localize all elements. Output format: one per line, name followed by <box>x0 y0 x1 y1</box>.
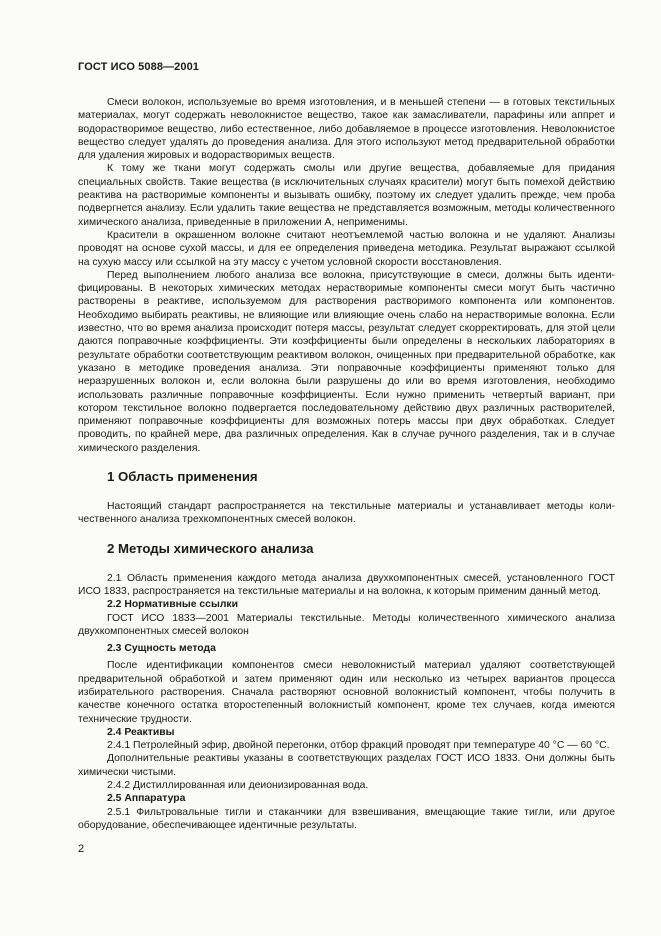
clause-2-3-heading: 2.3 Сущность метода <box>107 643 216 655</box>
clause-2-5-heading: 2.5 Аппаратура <box>107 793 186 805</box>
intro-paragraph-1: Смеси волокон, используемые во время изготовления, и в меньшей степени — в готовых текстильных материалах, могут содержать неволокнистое вещество, такое как замасливатели, парафины или аппрет и водорастворимое вещество, либо естественное, либо добавляемое в процессе изготовления. Неволокнистое вещество следует удалять до проведения анализа. Для этого используют метод предварительной обработки для удаления жировых и водорастворимых веществ. <box>78 97 615 162</box>
intro-paragraph-4: Перед выполнением любого анализа все волокна, присутствующие в смеси, должны быть идентифицированы. В некоторых химических методах нерастворимые компоненты смеси могут быть частично растворены в реактиве, используемом для растворения растворимого компонента или компонентов. Необходимо выбирать реактивы, не влияющие или влияющие очень слабо на нерастворимые волокна. Если известно, что во время анализа происходит потеря массы, результат следует скорректировать, для этой цели даются поправочные коэффициенты. Эти коэффициенты были определены в нескольких лабораториях в результате обработки соответствующим реактивом волокон, очищенных при предварительной обработке, как указано в методике проведения анализа. Эти поправочные коэффициенты применяют только для неразрушенных волокон и, если волокна были разрушены до или во время изготовления, необходимо использовать различные поправочные коэффициенты. Если нужно применить четвертый вариант, при котором текстильное волокно подвергается последовательному действию двух различных растворителей, применяют поправочные коэффициенты для возможных потерь массы при двух обработках. Следует проводить, по крайней мере, два различных определения. Как в случае ручного разделения, так и в случае химического разделения. <box>78 269 615 454</box>
intro-paragraph-3: Красители в окрашенном волокне считают неотъемлемой частью волокна и не удаляют. Анализы проводят на основе сухой массы, и для ее определения приведена методика. Результат выражают ссылкой на сухую массу или ссылкой на эту массу с учетом условной скорости восстановления. <box>78 229 615 268</box>
section-1-text: Настоящий стандарт распространяется на текстильные материалы и устанавливает методы количественного анализа трехкомпонентных смесей волокон. <box>78 501 615 526</box>
clause-2-2-text: ГОСТ ИСО 1833—2001 Материалы текстильные. Методы количественного химического анализа двухкомпонентных смесей волокон <box>78 612 615 637</box>
clause-2-3-text: После идентификации компонентов смеси неволокнистый материал удаляют соответствующей предварительной обработкой и затем применяют один или несколько из четырех вариантов процесса избирательного растворения. Сначала растворяют основной волокнистый компонент, чтобы получить в качестве конечного остатка второстепенный волокнистый компонент, кроме тех случаев, когда имеются технические трудности. <box>78 660 615 725</box>
page-content <box>78 96 615 832</box>
clause-2-5-1: 2.5.1 Фильтровальные тигли и стаканчики для взвешивания, вмещающие такие тигли, или другое оборудование, обеспечивающее идентичные результаты. <box>78 806 615 831</box>
clause-2-4-1: 2.4.1 Петролейный эфир, двойной перегонки, отбор фракций проводят при температуре 40 °С — 60 °С. <box>107 740 610 752</box>
section-1-heading: 1 Область применения <box>107 469 258 485</box>
clause-2-4-1-additional: Дополнительные реактивы указаны в соответствующих разделах ГОСТ ИСО 1833. Они должны быть химически чистыми. <box>78 753 615 778</box>
clause-2-2-heading: 2.2 Нормативные ссылки <box>107 599 239 611</box>
section-2-heading: 2 Методы химического анализа <box>107 540 314 556</box>
intro-paragraph-2: К тому же ткани могут содержать смолы или другие вещества, добавляемые для придания специальных свойств. Такие вещества (в исключительных случаях красители) могут быть помехой действию реактива на растворимые компоненты и вызывать ошибку, поэтому их следует удалить прежде, чем проба подвергнется анализу. Если удалить такие вещества не представляется возможным, методы количественного химического анализа, приведенные в приложении А, неприменимы. <box>78 163 615 228</box>
page-number: 2 <box>78 843 85 855</box>
clause-2-4-heading: 2.4 Реактивы <box>107 726 175 738</box>
clause-2-1: 2.1 Область применения каждого метода анализа двухкомпонентных смесей, установленного ГОСТ ИСО 1833, распространяется на текстильные материалы и на волокна, к которым применим данный метод. <box>78 572 615 597</box>
clause-2-4-2: 2.4.2 Дистиллированная или деионизированная вода. <box>107 780 369 792</box>
standard-title: ГОСТ ИСО 5088—2001 <box>78 61 200 73</box>
